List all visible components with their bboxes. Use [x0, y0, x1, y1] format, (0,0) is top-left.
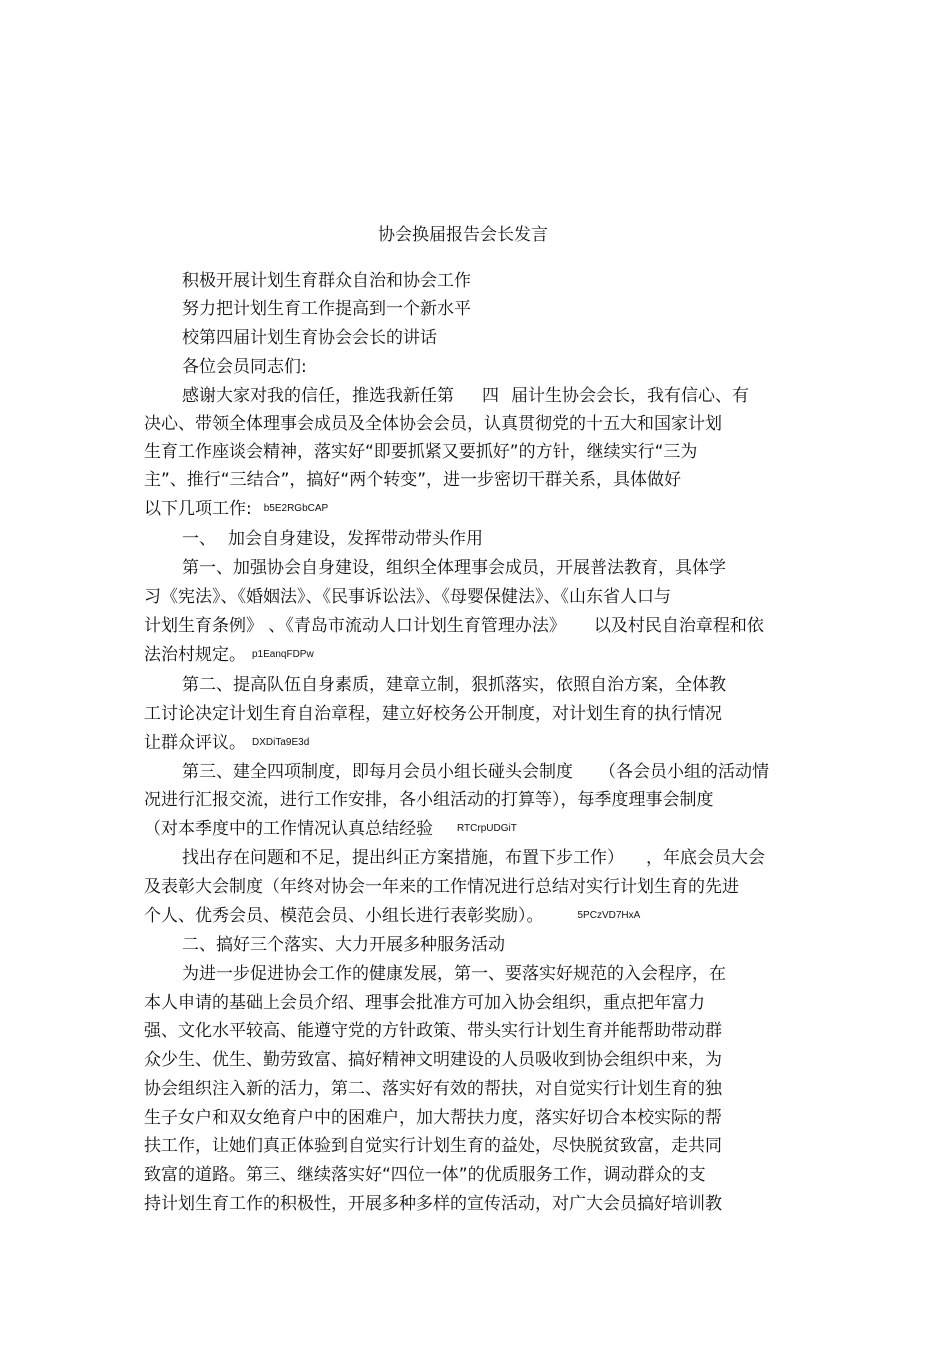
text-segment: 法治村规定。 — [144, 645, 246, 665]
reference-code: DXDiTa9E3d — [252, 737, 310, 748]
reference-code: b5E2RGbCAP — [263, 503, 329, 514]
paragraph-line — [182, 762, 769, 782]
text-segment: 届计生协会会长，我有信心、有 — [511, 386, 749, 406]
text-segment: （各会员小组的活动情 — [599, 762, 769, 782]
text-segment: （对本季度中的工作情况认真总结经验 — [144, 819, 433, 839]
reference-code: RTCrpUDGiT — [457, 823, 517, 834]
paragraph-line — [144, 616, 764, 636]
paragraph-line: 强、文化水平较高、能遵守党的方针政策、带头实行计划生育并能帮助带动群 — [144, 1021, 722, 1041]
paragraph-line: 本人申请的基础上会员介绍、理事会批准方可加入协会组织，重点把年富力 — [144, 993, 705, 1013]
text-segment: ，年底会员大会 — [646, 848, 765, 868]
heading-line-1: 积极开展计划生育群众自治和协会工作 — [182, 271, 471, 291]
paragraph-line — [144, 499, 328, 519]
text-segment: 找出存在问题和不足，提出纠正方案措施，布置下步工作） — [182, 848, 624, 868]
paragraph-line — [144, 906, 640, 926]
text-segment: 第三、建全四项制度，即每月会员小组长碰头会制度 — [182, 762, 573, 782]
paragraph-line: 众少生、优生、勤劳致富、搞好精神文明建设的人员吸收到协会组织中来，为 — [144, 1050, 722, 1070]
text-segment: 以及村民自治章程和依 — [593, 616, 764, 636]
text-segment: 感谢大家对我的信任，推选我新任第 — [182, 386, 454, 406]
paragraph-line — [144, 819, 517, 839]
text-segment: 个人、优秀会员、模范会员、小组长进行表彰奖励）。 — [144, 906, 544, 926]
reference-code: 5PCzVD7HxA — [577, 910, 641, 921]
paragraph-line: 主”、推行“三结合”，搞好“两个转变”，进一步密切干群关系，具体做好 — [144, 470, 682, 490]
paragraph-line: 扶工作，让她们真正体验到自觉实行计划生育的益处，尽快脱贫致富，走共同 — [144, 1136, 722, 1156]
document-title: 协会换届报告会长发言 — [378, 225, 548, 245]
text-segment: 让群众评议。 — [144, 733, 246, 753]
paragraph-line — [144, 645, 314, 665]
text-segment: 计划生育条例》 、《青岛市流动人口计划生育管理办法》 — [144, 616, 566, 636]
text-segment: 四 — [482, 386, 499, 406]
paragraph-line: 生育工作座谈会精神，落实好“即要抓紧又要抓好”的方针，继续实行“三为 — [144, 442, 698, 462]
paragraph-line — [144, 733, 309, 753]
paragraph-line: 工讨论决定计划生育自治章程，建立好校务公开制度，对计划生育的执行情况 — [144, 704, 722, 724]
salutation: 各位会员同志们: — [182, 357, 307, 377]
heading-line-3: 校第四届计划生育协会会长的讲话 — [182, 328, 437, 348]
paragraph-line: 况进行汇报交流，进行工作安排，各小组活动的打算等），每季度理事会制度 — [144, 790, 714, 810]
text-segment: 以下几项工作: — [144, 499, 252, 519]
paragraph-line — [182, 386, 749, 406]
paragraph-line — [182, 848, 765, 868]
paragraph-line: 决心、带领全体理事会成员及全体协会会员，认真贯彻党的十五大和国家计划 — [144, 414, 722, 434]
heading-line-2: 努力把计划生育工作提高到一个新水平 — [182, 299, 471, 319]
paragraph-line: 及表彰大会制度（年终对协会一年来的工作情况进行总结对实行计划生育的先进 — [144, 877, 739, 897]
paragraph-line: 持计划生育工作的积极性，开展多种多样的宣传活动，对广大会员搞好培训教 — [144, 1194, 722, 1214]
paragraph-line: 协会组织注入新的活力，第二、落实好有效的帮扶，对自觉实行计划生育的独 — [144, 1079, 722, 1099]
reference-code: p1EanqFDPw — [252, 649, 314, 660]
paragraph-line: 第二、提高队伍自身素质，建章立制，狠抓落实，依照自治方案，全体教 — [182, 675, 726, 695]
section-number: 一、 — [182, 529, 216, 549]
paragraph-line: 习《宪法》、《婚姻法》、《民事诉讼法》、《母婴保健法》、《山东省人口与 — [144, 587, 671, 607]
section-heading-1 — [182, 529, 483, 549]
paragraph-line: 为进一步促进协会工作的健康发展，第一、要落实好规范的入会程序，在 — [182, 964, 726, 984]
paragraph-line: 第一、加强协会自身建设，组织全体理事会成员，开展普法教育，具体学 — [182, 558, 726, 578]
section-heading-2: 二、搞好三个落实、大力开展多种服务活动 — [182, 935, 505, 955]
paragraph-line: 生子女户和双女绝育户中的困难户，加大帮扶力度，落实好切合本校实际的帮 — [144, 1108, 722, 1128]
paragraph-line: 致富的道路。第三、继续落实好“四位一体”的优质服务工作，调动群众的支 — [144, 1165, 706, 1185]
section-title: 加会自身建设，发挥带动带头作用 — [228, 529, 483, 549]
